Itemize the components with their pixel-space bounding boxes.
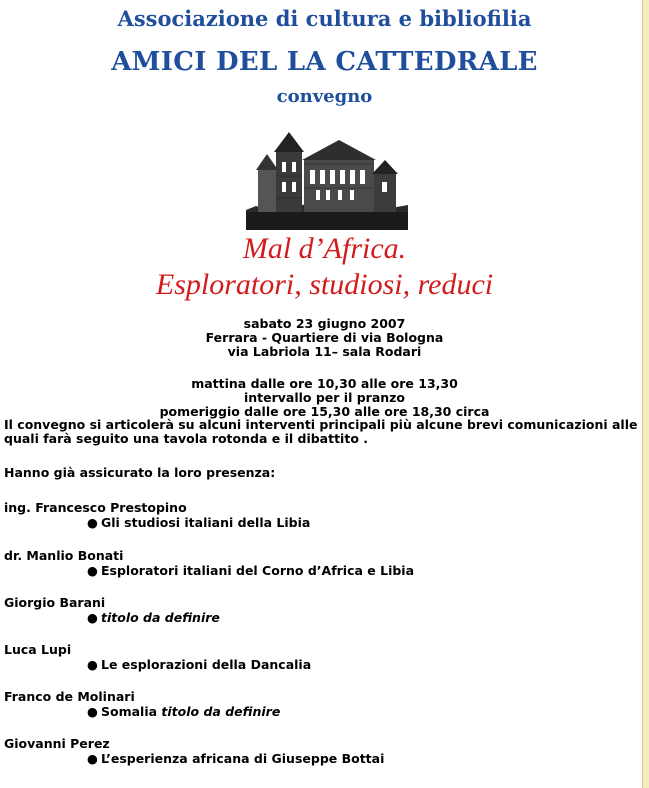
event-address: via Labriola 11– sala Rodari [227,344,422,359]
talk-item [87,610,220,625]
talk-title: Esploratori italiani del Corno d’Africa e Libia [101,563,415,578]
event-type: convegno [276,86,373,107]
bullet-icon: ● [87,515,98,530]
event-date: sabato 23 giugno 2007 [243,316,406,331]
bullet-icon: ● [87,563,98,578]
title-line-1: Mal d’Africa. [242,232,407,265]
schedule-lunch: intervallo per il pranzo [243,390,406,405]
event-schedule [0,377,649,419]
talk-title: Gli studiosi italiani della Libia [101,515,311,530]
bullet-icon: ● [87,751,98,766]
speaker-name: dr. Manlio Bonati [4,548,124,563]
schedule-afternoon: pomeriggio dalle ore 15,30 alle ore 18,30 circa [159,404,490,419]
association-name: AMICI DEL LA CATTEDRALE [111,47,538,77]
talk-title: Somalia [101,704,158,719]
schedule-morning: mattina dalle ore 10,30 alle ore 13,30 [191,376,458,391]
intro-paragraph: Il convegno si articolerà su alcuni interventi principali più alcune brevi comunicazioni alle quali farà seguito una tavola rotonda e il dibattito . [4,417,638,446]
talk-title-italic: titolo da definire [161,704,281,719]
title-line-2: Esploratori, studiosi, reduci [155,268,494,301]
event-place: Ferrara - Quartiere di via Bologna [205,330,444,345]
bullet-icon: ● [87,610,98,625]
talk-item [87,657,311,672]
event-info [0,317,649,359]
speaker-name: Giovanni Perez [4,736,110,751]
presence-label: Hanno già assicurato la loro presenza: [4,465,276,480]
talk-title-italic: titolo da definire [101,610,220,625]
talk-item [87,704,280,719]
speaker-name: Luca Lupi [4,642,72,657]
talk-item [87,515,310,530]
talk-title: Le esplorazioni della Dancalia [101,657,312,672]
cathedral-illustration [246,130,408,230]
speaker-name: ing. Francesco Prestopino [4,500,187,515]
association-heading: Associazione di cultura e bibliofilia [117,6,532,31]
bullet-icon: ● [87,704,98,719]
speaker-name: Franco de Molinari [4,689,135,704]
bullet-icon: ● [87,657,98,672]
speaker-name: Giorgio Barani [4,595,106,610]
talk-item [87,563,414,578]
talk-title: L’esperienza africana di Giuseppe Bottai [101,751,385,766]
talk-item [87,751,384,766]
